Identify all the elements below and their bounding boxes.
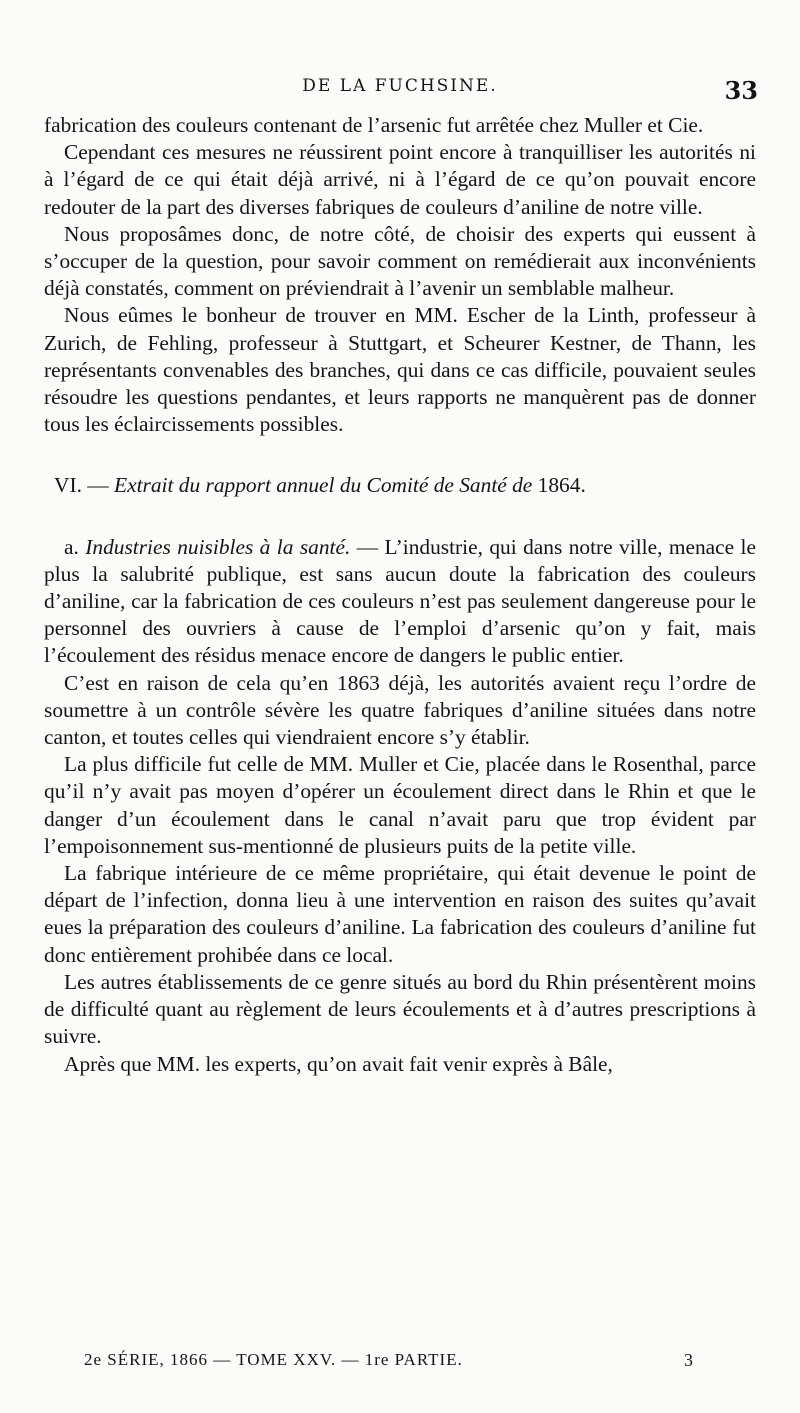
running-header (44, 76, 756, 106)
paragraph-continued: fabrication des couleurs contenant de l’arsenic fut arrêtée chez Muller et Cie. (44, 113, 704, 137)
page-body (44, 112, 756, 1078)
paragraph: Nous proposâmes donc, de notre côté, de choisir des experts qui eussent à s’occuper de la question, pour savoir comment on remédierait aux inconvénients déjà constatés, comment on préviendrait à l’avenir un semblable malheur. (44, 221, 756, 301)
page-number: 33 (724, 76, 758, 105)
paragraph: La fabrique intérieure de ce même propriétaire, qui était devenue le point de départ de l’infection, donna lieu à une intervention en raison des suites qu’avait eues la préparation des couleurs d’aniline. La fabrication des couleurs d’aniline fut donc entièrement prohibée dans ce local. (44, 861, 756, 967)
section-year: 1864. (537, 473, 586, 498)
running-title: DE LA FUCHSINE. (302, 76, 498, 96)
paragraph: Nous eûmes le bonheur de trouver en MM. Escher de la Linth, professeur à Zurich, de Fehling, professeur à Stuttgart, et Scheurer Kestner, de Thann, les représentants convenables des branches, qui dans ce cas difficile, pouvaient seules résoudre les questions pendantes, et leurs rapports ne manquèrent pas de donner tous les éclaircissements possibles. (44, 303, 756, 437)
section-number: VI. — (54, 473, 109, 498)
signature-mark: 3 (684, 1350, 694, 1370)
section-heading (44, 472, 756, 499)
paragraph: Les autres établissements de ce genre situés au bord du Rhin présentèrent moins de difficulté quant au règlement de leurs écoulements et à d’autres prescriptions à suivre. (44, 969, 756, 1049)
paragraph: Après que MM. les experts, qu’on avait fait venir exprès à Bâle, (64, 1051, 613, 1076)
paragraph: C’est en raison de cela qu’en 1863 déjà, les autorités avaient reçu l’ordre de soumettre à un contrôle sévère les quatre fabriques d’aniline situées dans notre canton, et toutes celles qui viendraient encore s’y établir. (44, 670, 756, 750)
paragraph (44, 534, 756, 670)
signature-line: 2e SÉRIE, 1866 — TOME XXV. — 1re PARTIE. (84, 1350, 463, 1369)
item-label: a. (64, 534, 79, 559)
item-text: — L’industrie, qui dans notre ville, menace le plus la salubrité publique, est sans aucun doute la fabrication des couleurs d’aniline, car la fabrication de ces couleurs n’est pas seulement dangereuse pour le personnel des ouvriers à cause de l’emploi d’arsenic qu’on y fait, mais l’écoulement des résidus menace encore de dangers le public entier. (44, 534, 756, 668)
paragraph: La plus difficile fut celle de MM. Muller et Cie, placée dans le Rosenthal, parce qu’il n’y avait pas moyen d’opérer un écoulement direct dans le Rhin et que le danger d’un écoulement dans le canal n’avait paru que trop évident par l’empoisonnement sus-mentionné de plusieurs puits de la petite ville. (44, 752, 756, 858)
section-title: Extrait du rapport annuel du Comité de Santé de (114, 473, 533, 498)
paragraph: Cependant ces mesures ne réussirent point encore à tranquilliser les autorités ni à l’égard de ce qui était déjà arrivé, ni à l’égard de ce qu’on pouvait encore redouter de la part des diverses fabriques de couleurs d’aniline de notre ville. (44, 140, 756, 219)
item-subhead: Industries nuisibles à la santé. (85, 534, 351, 559)
